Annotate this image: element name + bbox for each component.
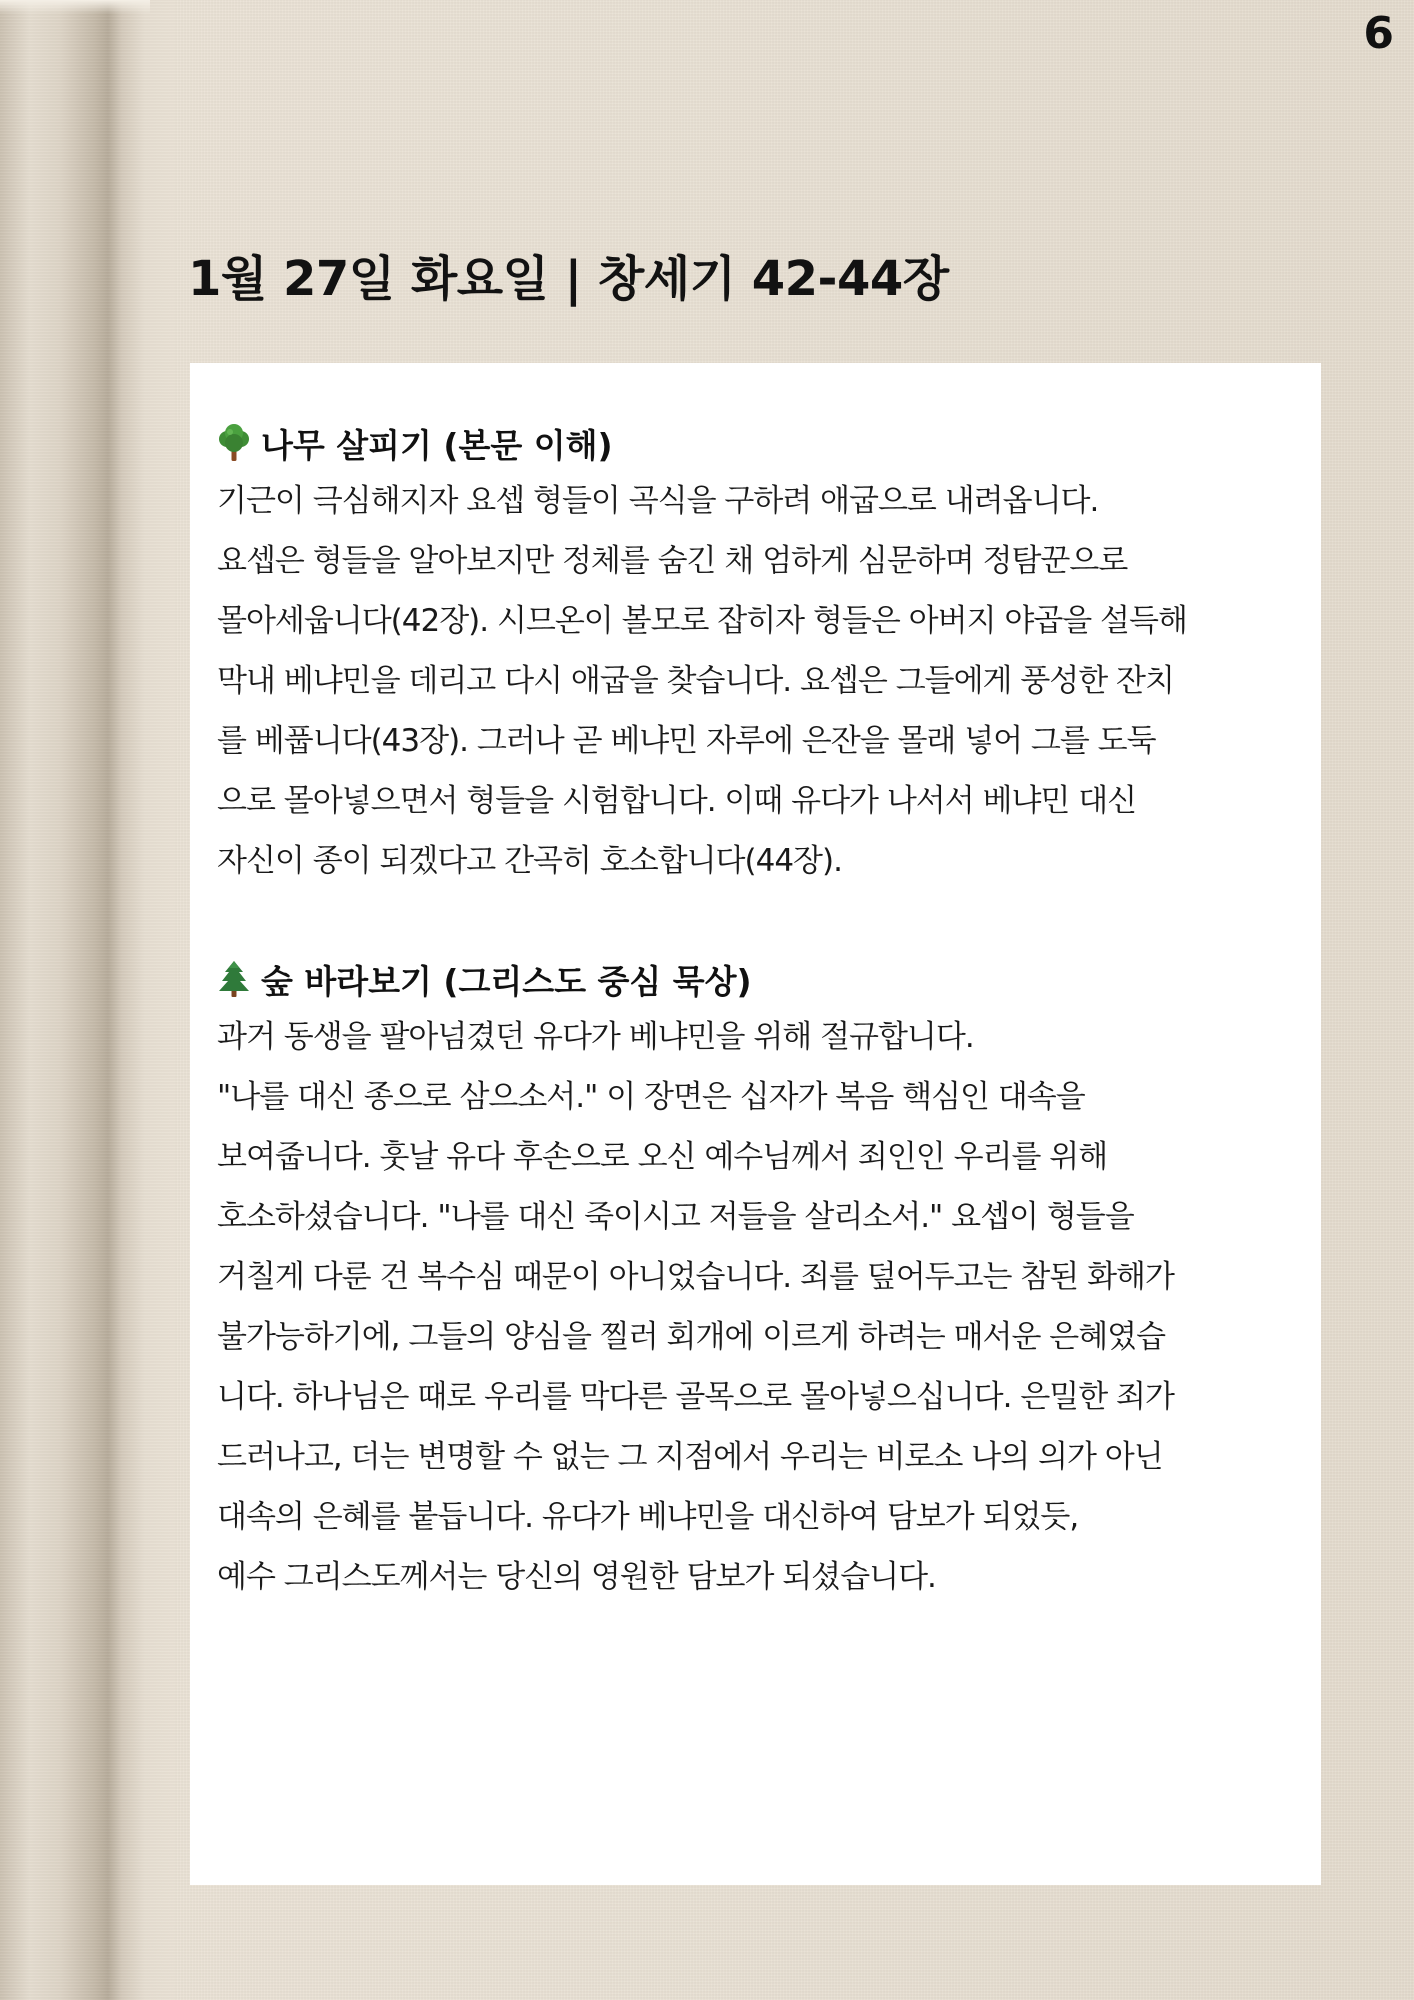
body-line: 몰아세웁니다(42장). 시므온이 볼모로 잡히자 형들은 아버지 야곱을 설득해 [217, 603, 1187, 639]
body-line: 대속의 은혜를 붙듭니다. 유다가 베냐민을 대신하여 담보가 되었듯, [217, 1499, 1079, 1535]
body-line: 요셉은 형들을 알아보지만 정체를 숨긴 채 엄하게 심문하며 정탐꾼으로 [217, 543, 1128, 579]
body-line: 과거 동생을 팔아넘겼던 유다가 베냐민을 위해 절규합니다. [217, 1019, 974, 1055]
body-line: 니다. 하나님은 때로 우리를 막다른 골목으로 몰아넣으십니다. 은밀한 죄가 [217, 1379, 1174, 1415]
body-line: 드러나고, 더는 변명할 수 없는 그 지점에서 우리는 비로소 나의 의가 아닌 [217, 1439, 1163, 1475]
body-line: 예수 그리스도께서는 당신의 영원한 담보가 되셨습니다. [217, 1559, 936, 1595]
section-heading [217, 415, 1311, 471]
body-line: 자신이 종이 되겠다고 간곡히 호소합니다(44장). [217, 843, 842, 879]
page-title: 1월 27일 화요일 | 창세기 42-44장 [188, 251, 949, 307]
section-body [217, 471, 1311, 891]
body-line: 으로 몰아넣으면서 형들을 시험합니다. 이때 유다가 나서서 베냐민 대신 [217, 783, 1137, 819]
evergreen-tree-icon [217, 960, 251, 998]
section-forest-meditation [217, 951, 1311, 1607]
page-number: 6 [1363, 8, 1394, 59]
body-line: 호소하셨습니다. "나를 대신 죽이시고 저들을 살리소서." 요셉이 형들을 [217, 1199, 1134, 1235]
section-tree-study [217, 415, 1311, 891]
section-heading-label: 나무 살피기 (본문 이해) [261, 425, 613, 465]
body-line: 불가능하기에, 그들의 양심을 찔러 회개에 이르게 하려는 매서운 은혜였습 [217, 1319, 1166, 1355]
deciduous-tree-icon [217, 424, 251, 462]
section-body [217, 1007, 1311, 1607]
body-line: 거칠게 다룬 건 복수심 때문이 아니었습니다. 죄를 덮어두고는 참된 화해가 [217, 1259, 1174, 1295]
content-card [190, 363, 1321, 1885]
book-spine-highlight [0, 0, 150, 14]
body-line: 기근이 극심해지자 요셉 형들이 곡식을 구하려 애굽으로 내려옵니다. [217, 483, 1099, 519]
body-line: 보여줍니다. 훗날 유다 후손으로 오신 예수님께서 죄인인 우리를 위해 [217, 1139, 1108, 1175]
body-line: 막내 베냐민을 데리고 다시 애굽을 찾습니다. 요셉은 그들에게 풍성한 잔치 [217, 663, 1174, 699]
book-spine [0, 0, 175, 2000]
section-heading-label: 숲 바라보기 (그리스도 중심 묵상) [261, 961, 752, 1001]
body-line: "나를 대신 종으로 삼으소서." 이 장면은 십자가 복음 핵심인 대속을 [217, 1079, 1085, 1115]
section-heading [217, 951, 1311, 1007]
body-line: 를 베풉니다(43장). 그러나 곧 베냐민 자루에 은잔을 몰래 넣어 그를 도둑 [217, 723, 1156, 759]
